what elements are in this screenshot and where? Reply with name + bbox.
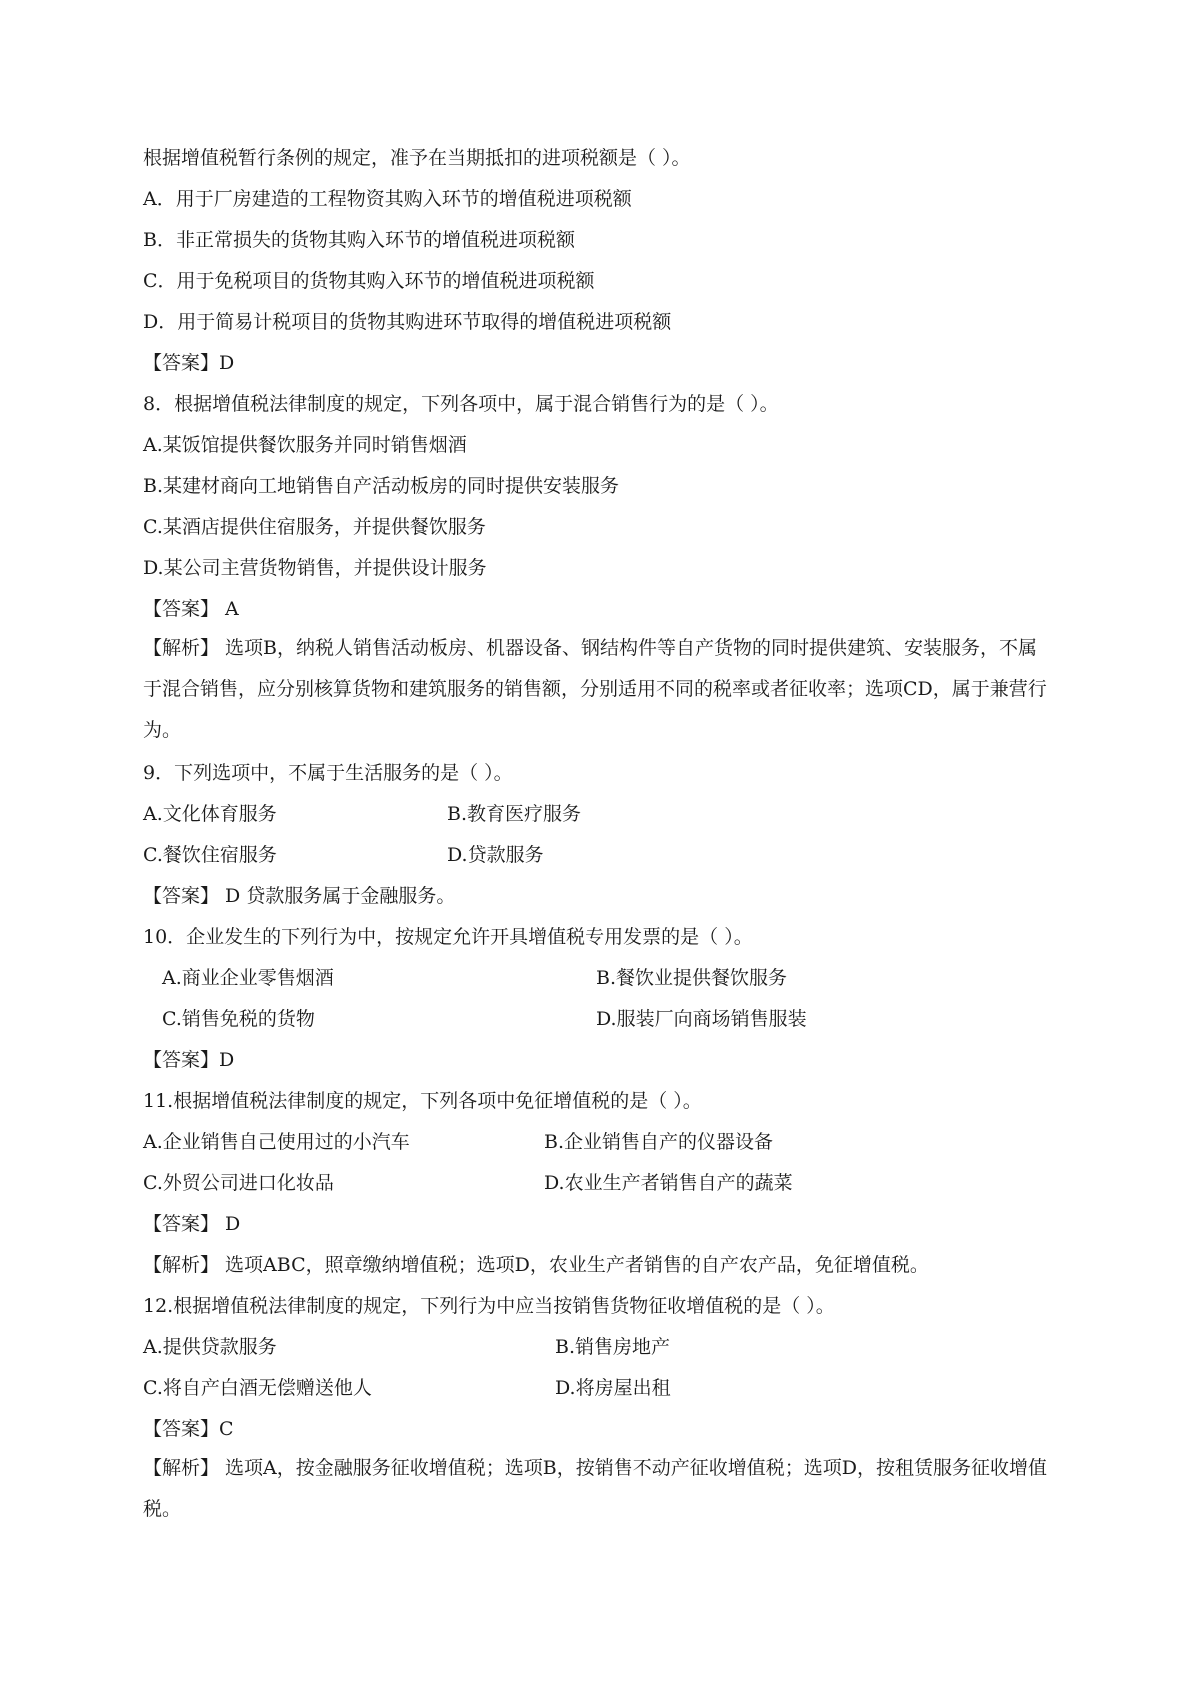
question-10-option-a: A.商业企业零售烟酒 — [162, 967, 334, 989]
question-12-option-b: B.销售房地产 — [555, 1336, 671, 1358]
question-12-analysis: 【解析】 选项A，按金融服务征收增值税；选项B，按销售不动产征收增值税；选项D，按租赁服务征收增值税。 — [143, 1457, 1047, 1520]
question-8-option-d: D.某公司主营货物销售，并提供设计服务 — [143, 557, 487, 579]
question-11-option-c: C.外贸公司进口化妆品 — [143, 1172, 334, 1194]
question-10-answer: 【答案】D — [143, 1049, 235, 1071]
question-8-answer: 【答案】 A — [143, 598, 239, 620]
question-8-option-a: A.某饭馆提供餐饮服务并同时销售烟酒 — [143, 434, 467, 456]
question-12-option-c: C.将自产白酒无偿赠送他人 — [143, 1377, 372, 1399]
question-11-option-b: B.企业销售自产的仪器设备 — [544, 1131, 774, 1153]
question-7-option-c: C．用于免税项目的货物其购入环节的增值税进项税额 — [143, 270, 595, 292]
question-9-option-d: D.贷款服务 — [447, 844, 544, 866]
question-7-stem: 根据增值税暂行条例的规定，准予在当期抵扣的进项税额是（ ）。 — [143, 147, 691, 169]
question-10-stem: 10．企业发生的下列行为中，按规定允许开具增值税专用发票的是（ ）。 — [143, 926, 753, 948]
question-7-option-a: A．用于厂房建造的工程物资其购入环节的增值税进项税额 — [143, 188, 632, 210]
question-9-option-a: A.文化体育服务 — [143, 803, 277, 825]
question-10-option-b: B.餐饮业提供餐饮服务 — [596, 967, 788, 989]
question-7-option-d: D．用于简易计税项目的货物其购进环节取得的增值税进项税额 — [143, 311, 672, 333]
question-11-stem: 11.根据增值税法律制度的规定，下列各项中免征增值税的是（ ）。 — [143, 1090, 702, 1112]
question-10-option-c: C.销售免税的货物 — [162, 1008, 315, 1030]
question-12-option-d: D.将房屋出租 — [555, 1377, 671, 1399]
question-11-option-d: D.农业生产者销售自产的蔬菜 — [544, 1172, 793, 1194]
question-9-option-c: C.餐饮住宿服务 — [143, 844, 277, 866]
question-8-stem: 8．根据增值税法律制度的规定，下列各项中，属于混合销售行为的是（ ）。 — [143, 393, 779, 415]
question-8-option-b: B.某建材商向工地销售自产活动板房的同时提供安装服务 — [143, 475, 620, 497]
question-11-analysis: 【解析】 选项ABC，照章缴纳增值税；选项D，农业生产者销售的自产农产品，免征增值税。 — [143, 1254, 929, 1276]
question-9-stem: 9．下列选项中，不属于生活服务的是（ ）。 — [143, 762, 513, 784]
question-8-option-c: C.某酒店提供住宿服务，并提供餐饮服务 — [143, 516, 486, 538]
question-7-answer: 【答案】D — [143, 352, 235, 374]
question-12-stem: 12.根据增值税法律制度的规定，下列行为中应当按销售货物征收增值税的是（ ）。 — [143, 1295, 835, 1317]
question-12-answer: 【答案】C — [143, 1418, 234, 1440]
question-11-option-a: A.企业销售自己使用过的小汽车 — [143, 1131, 410, 1153]
question-9-option-b: B.教育医疗服务 — [447, 803, 582, 825]
question-9-answer: 【答案】 D 贷款服务属于金融服务。 — [143, 885, 456, 907]
question-12-option-a: A.提供贷款服务 — [143, 1336, 277, 1358]
question-11-answer: 【答案】 D — [143, 1213, 241, 1235]
question-7-option-b: B．非正常损失的货物其购入环节的增值税进项税额 — [143, 229, 575, 251]
question-10-option-d: D.服装厂向商场销售服装 — [596, 1008, 807, 1030]
question-8-analysis: 【解析】 选项B，纳税人销售活动板房、机器设备、钢结构件等自产货物的同时提供建筑、安装服务，不属于混合销售，应分别核算货物和建筑服务的销售额，分别适用不同的税率或者征收率；选项CD，属于兼营行为。 — [143, 637, 1047, 741]
